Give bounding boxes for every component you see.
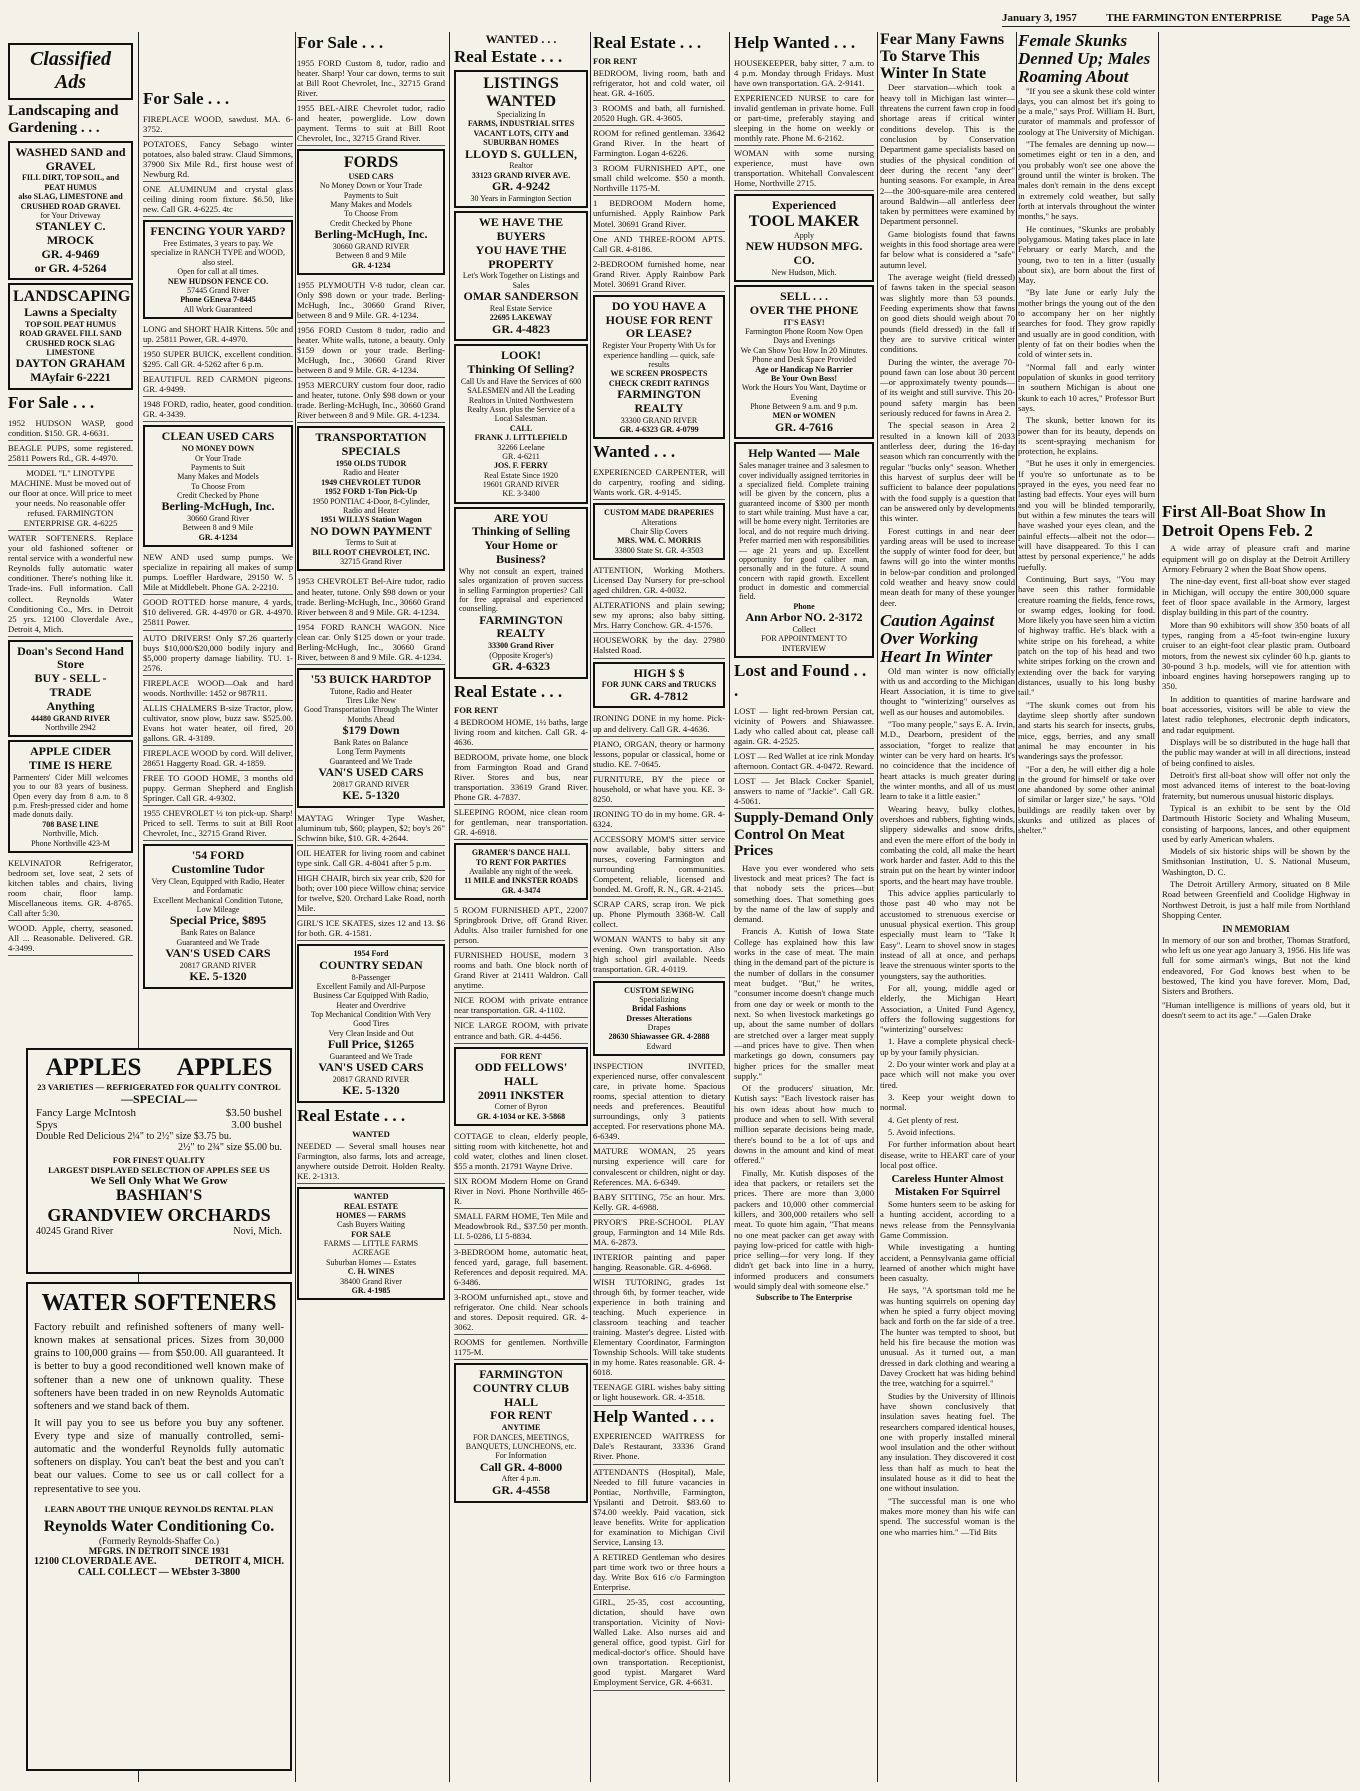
column-rule	[590, 32, 591, 1782]
classified-ad: FIREPLACE WOOD, sawdust. MA. 6-3752.	[143, 112, 293, 137]
classified-ad: GIRL'S ICE SKATES, sizes 12 and 13. $6 for both. GR. 4-1581.	[297, 916, 445, 941]
custom-sewing-ad: CUSTOM SEWING Specializing Bridal Fashions Dresses Alterations Drapes 28630 Shiawassee GR. 4-2888 Edward	[593, 981, 725, 1057]
country-sedan-ad: 1954 Ford COUNTRY SEDAN 8-Passenger Excellent Family and All-Purpose Business Car Equipped With Radio, Heater and Overdrive Top Mechanical Condition With Very Good Tires Very Clean Inside and Out Full Price, $1265 Guaranteed and We Trade VAN'S USED CARS 20817 GRAND RIVER KE. 5-1320	[297, 944, 445, 1103]
classified-ad: INSPECTION INVITED, experienced nurse, offer convalescent care, in private home. Spacious rooms, special attention to dietary needs and preferences. Beautiful surroundings, only 3 patients accepted. For reservations phone MA. 6-6349.	[593, 1059, 725, 1144]
for-sale-heading: For Sale . . .	[8, 392, 95, 412]
memoriam-heading: IN MEMORIAM	[1222, 924, 1290, 935]
doans-store-ad: Doan's Second Hand Store BUY - SELL - TRADE Anything 44480 GRAND RIVER Northville 2942	[8, 640, 133, 738]
classified-ad: WOMAN with some nursing experience, must have own transportation. Whitehall Convalescent Home, Northville 2715.	[734, 146, 874, 191]
hunter-article: Some hunters seem to be asking for a hunting accident, according to a news release from the Pennsylvania Game Commission. While investigating a hunting accident, a Pennsylvania game official learned of another which might have been casualty. He says, "A sportsman told me he was hunting squirrels on opening day when he spied a furry object moving back and forth on the far side of a tree. The hunter was tempted to shoot, but held his fire because the motion was unusual. As it turned out, a man dressed in dark clothing and wearing a Davey Crockett hat was hiding behind the tree, watching for a squirrel." Studies by the University of Illinois have shown conclusively that insulation saves heating fuel. The researchers compared identical houses, one with properly installed mineral wool insulation and the other without any insulation. They discovered it cost less than half as much to heat the insulated house as it did to heat the one without insulation. "The successful man is one who makes more money than his wife can spend. The successful woman is the one who marries him." —Tid Bits	[880, 1198, 1015, 1537]
column-5	[593, 32, 725, 1782]
heart-article: Old man winter is now officially with us and according to the Michigan Heart Association, it is time to give thought to "winterizing" ourselves as well as our houses and automobiles. "Too many people," says E. A. Irvin, M.D., Dearborn, president of the association, "forget to realize that winter can be very hard on hearts. It's no coincidence that the incidence of heart attacks is much greater during the winter months, and all of us must learn to take it a little easier." Wearing heavy, bulky clothes, overshoes and rubbers, fighting winds, slippery sidewalks and snow drifts, and even the mere effort of the body in combating the cold, all make the heart work harder and faster. Add to this the strain put on the heart by winter indoor sports, and the heart may have trouble. This advice applies particularly to those past 40 who may not be accustomed to strenuous exercise or unusual physical exertion. This group especially must learn to "Take It Easy". Learn to shovel snow in stages instead of all at once, and perhaps leave the strenuous winter sports to the youngsters, say the authorities. For all, young, middle aged or elderly, the Michigan Heart Association, a United Fund Agency, offers the following suggestions for "winterizing" ourselves: 1. Have a complete physical check-up by your family physician. 2. Do your winter work and play at a pace which will not make you over tired. 3. Keep your weight down to normal. 4. Get plenty of rest. 5. Avoid infections. For further information about heart disease, write to HEART care of your local post office.	[880, 665, 1015, 1170]
column-9	[1162, 32, 1350, 1782]
column-2	[143, 88, 293, 1043]
classified-ad: PRYOR'S PRE-SCHOOL PLAY group, Farmington and 14 Mile Rds. MA. 6-2873.	[593, 1215, 725, 1250]
classified-ad: LONG and SHORT HAIR Kittens. 50c and up. 25811 Power, GR. 4-4970.	[143, 322, 293, 347]
classified-ad: SLEEPING ROOM, nice clean room for gentleman, near transportation. GR. 4-6918.	[454, 805, 588, 840]
column-7	[880, 32, 1015, 1782]
classified-ad: 1 BEDROOM Modern home, unfurnished. Apply Rainbow Park Motel. 30691 Grand River.	[593, 196, 725, 231]
fords-ad: FORDS USED CARS No Money Down or Your Trade Payments to Suit Many Makes and Models To Choose From Credit Checked by Phone Berling-McHugh, Inc. 30660 GRAND RIVER Between 8 and 9 Mile GR. 4-1234	[297, 149, 445, 275]
country-club-hall-ad: FARMINGTON COUNTRY CLUB HALL FOR RENT ANYTIME FOR DANCES, MEETINGS, BANQUETS, LUNCHEONS, etc. For Information Call GR. 4-8000 After 4 p.m. GR. 4-4558	[454, 1363, 588, 1503]
junk-cars-ad: HIGH $ $ FOR JUNK CARS and TRUCKS GR. 4-7812	[593, 662, 725, 709]
lost-found-heading: Lost and Found . . .	[734, 660, 867, 700]
meat-prices-article: Have you ever wondered who sets livestock and meat prices? The fact is that nobody sets the prices—but something does. That something goes by the name of the law of supply and demand. Francis A. Kutish of Iowa State College has explained how this law works in the case of meat. The main thing in the demand part of the picture is the number of dollars in the consumer meat budget. "But," he writes, "consumer income doesn't change much from one day or week or month to the next. So when livestock marketings go up, about the same number of dollars are stretched over a larger meat supply—and prices have to give. Then when marketings go down, consumers pay higher prices for the smaller meat supply." Of the producers' situation, Mr. Kutish says: "Each livestock raiser has his own ideas about how much to produce and when to sell. With several million separate decisions being made, there's bound to be a lot of ups and downs in the amount and kind of meat offered." Finally, Mr. Kutish disposes of the idea that packers, or retailers set the prices. There are more than 3,000 packers and 10,000 other commercial killers, and 300,000 retailers who sell meat. To quote him again, "That means no one meat packer can get away with paying low-priced for cattle with high-price selling—for very long. If they didn't get back into line in a hurry, informed producers and consumers would simply deal with someone else."	[734, 862, 874, 1292]
wanted-heading: WANTED . . .	[485, 32, 557, 46]
classified-ad: 4 BEDROOM HOME, 1½ baths, large living room and kitchen. Call GR. 4-4636.	[454, 715, 588, 750]
column-1	[8, 40, 133, 1045]
classified-ad: A RETIRED Gentleman who desires part time work two or three hours a day. Write Box 616 c/o Farmington Enterprise.	[593, 1550, 725, 1595]
classified-ad: OIL HEATER for living room and cabinet type sink. Call GR. 4-8041 after 5 p.m.	[297, 846, 445, 871]
real-estate-heading: Real Estate . . .	[454, 47, 563, 67]
classified-ad: SMALL FARM HOME, Ten Mile and Meadowbrook Rd., $37.50 per month. LI. 5-0286, LI 5-8834.	[454, 1209, 588, 1244]
classified-ad: 2-BEDROOM furnished home, near Grand River. Apply Rainbow Park Motel. 30691 Grand River.	[593, 257, 725, 292]
hunter-headline: Careless Hunter Almost Mistaken For Squirrel	[891, 1173, 1004, 1199]
classified-ad: NEW AND used sump pumps. We specialize in repairing all makes of sump pumps. Loeffler Hardware, 29150 W. 5 Mile at Middlebelt. Phone GA. 2-2210.	[143, 550, 293, 595]
classified-ad: BABY SITTING, 75c an hour. Mrs. Kelly. GR. 4-6988.	[593, 1190, 725, 1215]
classified-ad: HIGH CHAIR, birch six year crib, $20 for both; over 100 piece Willow china; service for twelve, $20. Orchard Lake Road, north Mile.	[297, 871, 445, 916]
classified-ad: WOMAN WANTS to baby sit any evening. Own transportation. Also high school girl available. Needs transportation. GR. 4-0119.	[593, 932, 725, 977]
classified-ad: MAYTAG Wringer Type Washer, aluminum tub, $60; playpen, $2; boy's 26" Schwinn bike, $10. GR. 4-2644.	[297, 811, 445, 846]
quote-text: "Human intelligence is millions of years old, but it doesn't seem to act its age." —Galen Drake	[1162, 999, 1350, 1021]
classified-ad: WATER SOFTENERS. Replace your old fashioned softener or rental service with a wonderful new Reynolds fully automatic water conditioner. There's nothing like it. Trade-ins. Full information. Call collect. Reynolds Water Conditioning Co., Mrs. in Detroit 25 yrs. 12100 Cloverdale Ave., Detroit 4, Mich.	[8, 531, 133, 636]
apples-ad: APPLES APPLES 23 VARIETIES — REFRIGERATED FOR QUALITY CONTROL —SPECIAL— Fancy Large McIntosh $3.50 bushel Spys 3.00 bushel Double Red Delicious 2¼" to 2½" size $3.75 bu. 2½" to 2¾" size $5.00 bu. FOR FINEST QUALITY LARGEST DISPLAYED SELECTION OF APPLES SEE US We Sell Only What We Grow BASHIAN'S GRANDVIEW ORCHARDS 40245 Grand River Novi, Mich.	[26, 1048, 292, 1274]
classified-ad: POTATOES, Fancy Sebago winter potatoes, also baled straw. Claud Simmons, 37900 Six Mile Rd., first house west of Newburg Rd.	[143, 137, 293, 182]
column-rule	[729, 32, 730, 1782]
page-header	[1002, 12, 1350, 27]
column-rule	[449, 32, 450, 1782]
help-wanted-heading: Help Wanted . . .	[734, 33, 856, 52]
tool-maker-ad: Experienced TOOL MAKER Apply NEW HUDSON MFG. CO. New Hudson, Mich.	[734, 194, 874, 282]
classified-ad: 3 ROOMS and bath, all furnished. 20520 Hugh. GR. 4-3605.	[593, 101, 725, 126]
classified-ad: KELVINATOR Refrigerator, bedroom set, love seat, 2 sets of kitchen tables and chairs, living room chair, floor lamp. Miscellaneous items. GR. 4-8765. Call after 5:30.	[8, 856, 133, 921]
classified-ad: EXPERIENCED CARPENTER, will do carpentry, roofing and siding. Wants work. GR. 4-9145.	[593, 465, 725, 500]
classified-ad: 1956 FORD Custom 8 tudor, radio and heater. White walls, tutone, a beauty. Only $159 down or your trade. Berling-McHugh, Inc., 30660 Grand River between 8 and 9 Mile. GR. 4-1234.	[297, 323, 445, 378]
real-estate-heading: Real Estate . . .	[454, 681, 563, 701]
header-date: January 3, 1957	[1002, 12, 1077, 24]
classified-ad: 1953 CHEVROLET Bel-Aire tudor, radio and heater, tutone. Only $98 down or your trade. Berling-McHugh, Inc., 30660 Grand River between 8 and 9 Mile. GR. 4-1234.	[297, 574, 445, 619]
skunks-headline: Female Skunks Denned Up; Males Roaming About	[1018, 32, 1151, 86]
classified-ad: FURNISHED HOUSE, modern 3 rooms and bath. One block north of Grand River at 21411 Waldron. Call anytime.	[454, 948, 588, 993]
draperies-ad: CUSTOM MADE DRAPERIES Alterations Chair Slip Covers MRS. WM. C. MORRIS 33800 State St. GR. 4-3503	[593, 503, 725, 560]
water-softeners-ad: WATER SOFTENERS Factory rebuilt and refinished softeners of many well-known makes at sensational prices. Sizes from 30,000 grains to 100,000 grains — from $50.00. All guaranteed. It is better to buy a good reconditioned well known make of softener than a new one of unknown quality. These softeners have been traded in on new Reynolds Automatic softeners and we stand back of them. It will pay you to see us before you buy any softener. Every type and size of manually controlled, semi-automatic and the wonderful Reynolds fully automatic softeners on display. You can't beat the best and you can't beat our values. Come to see us or call collect for a representative to see you. LEARN ABOUT THE UNIQUE REYNOLDS RENTAL PLAN Reynolds Water Conditioning Co. (Formerly Reynolds-Shaffer Co.) MFGRS. IN DETROIT SINCE 1931 12100 CLOVERDALE AVE. DETROIT 4, MICH. CALL COLLECT — WEbster 3-3800	[26, 1282, 292, 1771]
wines-realty-ad: WANTED REAL ESTATE HOMES — FARMS Cash Buyers Waiting FOR SALE FARMS — LITTLE FARMS ACREAGE Suburban Homes — Estates C. H. WINES 38400 Grand River GR. 4-1985	[297, 1187, 445, 1300]
header-paper: THE FARMINGTON ENTERPRISE	[1106, 12, 1282, 24]
classified-ad: FREE TO GOOD HOME, 3 months old puppy. German Shepherd and English Springer. Call GR. 4-9302.	[143, 771, 293, 806]
real-estate-heading: Real Estate . . .	[593, 33, 702, 52]
classified-ad: NICE ROOM with private entrance near transportation. GR. 4-1102.	[454, 993, 588, 1018]
classified-ad: FIREPLACE WOOD by cord. Will deliver, 28651 Haggerty Road. GR. 4-1859.	[143, 746, 293, 771]
fawns-headline: Fear Many Fawns To Starve This Winter In State	[880, 32, 1005, 82]
column-rule	[1016, 32, 1017, 1782]
meat-prices-headline: Supply-Demand Only Control On Meat Prices	[734, 810, 874, 860]
classified-ad: ROOM for refined gentleman. 33642 Grand River. In the heart of Farmington. Logan 4-6226.	[593, 126, 725, 161]
classified-ad: IRONING TO do in my home. GR. 4-6324.	[593, 807, 725, 832]
classified-ad: LOST — Red Wallet at ice rink Monday afternoon. Contact GR. 4-0472. Reward.	[734, 749, 874, 774]
column-rule	[295, 32, 296, 1782]
classified-ad: COTTAGE to clean, elderly people, sitting room with kitchenette, hot and cold water, clothes and linen closet. $55 a month. 21791 Wayne Drive.	[454, 1129, 588, 1174]
farmington-realty-ad: ARE YOU Thinking of Selling Your Home or Business? Why not consult an expert, trained sales organization of proven success in selling Farmington properties? Call for free appraisal and experienced counselling. FARMINGTON REALTY 33300 Grand River (Opposite Kroger's) GR. 4-6323	[454, 507, 588, 679]
classified-ad: SCRAP CARS, scrap iron. We pick up. Phone Plymouth 3368-W. Call collect.	[593, 897, 725, 932]
classified-ad: 1948 FORD, radio, heater, good condition. GR. 4-3439.	[143, 397, 293, 422]
classified-ad: ATTENTION, Working Mothers. Licensed Day Nursery for pre-school aged children. GR. 4-0032.	[593, 563, 725, 598]
column-3	[297, 32, 445, 1782]
classified-ad: FURNITURE, BY the piece or household, or what have you. KE. 3-8250.	[593, 772, 725, 807]
classified-ad: ROOMS for gentlemen. Northville 1175-M.	[454, 1335, 588, 1360]
classified-ad: AUTO DRIVERS! Only $7.26 quarterly buys $10,000/$20,000 bodily injury and $5,000 property damage liability. TU. 1-2576.	[143, 631, 293, 676]
column-4	[454, 32, 588, 1782]
header-page: Page 5A	[1311, 12, 1350, 24]
boat-show-headline: First All-Boat Show In Detroit Opens Feb. 2	[1162, 502, 1326, 540]
classified-ad: 1955 FORD Custom 8, tudor, radio and heater. Sharp! Your car down, terms to suit at Bill Root Chevrolet, Inc., 32715 Grand River.	[297, 56, 445, 101]
classified-ad: TEENAGE GIRL wishes baby sitting or light housework. GR. 4-3518.	[593, 1380, 725, 1405]
for-rent-subheading: FOR RENT	[454, 704, 499, 715]
landscaping-heading: Landscaping and Gardening . . .	[8, 102, 119, 137]
classified-ad: BEDROOM, private home, one block from Farmington Road and Grand River. Stores and bus, near transportation. 33619 Grand River. Phone GR. 4-7837.	[454, 750, 588, 805]
classified-ad: LOST — light red-brown Persian cat, vicinity of Powers and Shiawassee. Lady who called about cat, please call again. GR. 4-2525.	[734, 704, 874, 749]
classified-ad: NEEDED — Several small houses near Farmington, also farms, lots and acreage, anywhere outside Detroit. Holden Realty. KE. 2-1313.	[297, 1139, 445, 1184]
classified-ad: 1955 PLYMOUTH V-8 tudor, clean car. Only $98 down or your trade. Berling-McHugh, Inc., 30660 Grand River, between 8 and 9 Mile. GR. 4-1234.	[297, 278, 445, 323]
classified-ad: ATTENDANTS (Hospital), Male, Needed to fill future vacancies in Pontiac, Northville, Farmington, Ypsilanti and Detroit. $83.60 to $74.00 weekly. Paid vacation, sick leave benefits. Write for application for examination to Michigan Civil Service, Lansing 13.	[593, 1465, 725, 1550]
classified-ad: PIANO, ORGAN, theory or harmony lessons, popular or classical, home or studio. KE. 7-0645.	[593, 737, 725, 772]
wanted-subheading: WANTED	[352, 1129, 390, 1140]
classified-ad: 3-BEDROOM home, automatic heat, fenced yard, garage, full basement. References and deposit required. MA. 6-3486.	[454, 1245, 588, 1290]
classified-ad: BEAUTIFUL RED CARMON pigeons. GR. 4-9499.	[143, 372, 293, 397]
classified-ad: ONE ALUMINUM and crystal glass ceiling dining room fixture. $6.50, like new. Call GR. 4-6225. 4tc	[143, 182, 293, 217]
real-estate-heading: Real Estate . . .	[297, 1106, 406, 1126]
classified-ad: EXPERIENCED WAITRESS for Dale's Restaurant, 33336 Grand River. Phone.	[593, 1429, 725, 1464]
house-for-rent-ad: DO YOU HAVE A HOUSE FOR RENT OR LEASE? Register Your Property With Us for experience handling — quick, safe results WE SCREEN PROSPECTS CHECK CREDIT RATINGS FARMINGTON REALTY 33300 GRAND RIVER GR. 4-6323 GR. 4-0799	[593, 295, 725, 440]
for-sale-heading: For Sale . . .	[143, 89, 230, 108]
classified-ad: LOST — Jet Black Cocker Spaniel, answers to name of "Jackie". Call GR. 4-5061.	[734, 774, 874, 809]
classified-ad: 1955 CHEVROLET ½ ton pick-up. Sharp! Priced to sell. Terms to suit at Bill Root Chevrolet, Inc., 32715 Grand River.	[143, 806, 293, 841]
for-rent-subheading: FOR RENT	[593, 55, 638, 66]
classified-ads-title: Classified Ads	[8, 43, 133, 100]
cider-ad: APPLE CIDER TIME IS HERE Parmenters' Cider Mill welcomes you to our 83 years of business. Open every day from 8 a.m. to 8 p.m. Fresh-pressed cider and home made donuts daily. 708 BASE LINE Northville, Mich. Phone Northville 423-M	[8, 740, 133, 852]
subscribe-line: Subscribe to The Enterprise	[755, 1293, 853, 1303]
classified-ad: 1953 MERCURY custom four door, radio and heater, tutone. Only $98 down or your trade. Berling-McHugh, Inc., 30660 Grand River between 8 and 9 Mile. GR. 4-1234.	[297, 378, 445, 423]
skunks-article: "If you see a skunk these cold winter days, you can almost bet it's going to be a male," says Prof. William H. Burt, curator of mammals and professor of zoology at The University of Michigan. "The females are denning up now—sometimes eight or ten in a den, and you probably won't see one above the ground until the winter is broken. The males don't remain in the dens except in extremely cold weather, but sally forth at intervals throughout the winter months," he says. He continues, "Skunks are probably polygamous. Mating takes place in late February or early March, and the young, two to ten in a litter (usually about six), are born about the first of May. "By late June or early July the mother brings the young out of the den to accompany her on her nightly searches for food. They grow rapidly and usually are in good condition, with plenty of fat on their bodies when the cold of winter sets in. "Normal fall and early winter population of skunks in good territory in southern Michigan is about one skunk to each 10 acres," Professor Burt says. The skunk, better known for its power than for its beauty, depends on its scent-spraying mechanism for protection, he explains. "But he uses it only in emergencies. If you're so unfortunate as to be sprayed in the eyes, you need fear no lasting bad effects. Your eyes will burn and you will be blinded temporarily, but within a few minutes the tears will have washed your eyes clean, and the painful effects—albeit not the odor—will have disappeared. To this I can attest by personal experience," he adds ruefully. Continuing, Burt says, "You may have seen this rather formidable creature roaming the fields, fence rows, or swamp edges, looking for food. More likely you have seen him a victim of highway traffic. He's black with a white stripe on his forehead, a white patch on the top of his head and two white stripes forking on the crown and extending over the back for varying distances, usually to his long bushy tail." "The skunk comes out from his daytime sleep shortly after sundown and starts his search for insects, grubs, mice, eggs, berries, and any small animal he may encounter in his wanderings says the professor. "For a den, he will either dig a hole in the ground for himself or take over one abandoned by some other animal of similar or larger size," he says. "Old buildings are readily taken over by skunks and utilized as places of shelter."	[1018, 85, 1155, 836]
help-wanted-male-ad: Help Wanted — Male Sales manager trainee and 3 salesmen to cover individually assigned territories in a specialized field. Complete training will be given by the concern, plus a guaranteed income of $300 per month to start while training. Must have a car, will be home every night. Territories are local, and do not require much driving. Prefer married men with responsibilities — age 21 years and up. Excellent opportunity for good caliber man, personally and in the future. A sound concern with rapid growth. Excellent product in domestic and commercial field. Phone Ann Arbor NO. 2-3172 Collect FOR APPOINTMENT TO INTERVIEW	[734, 442, 874, 657]
classified-ad: ACCESSORY MOM'S sitter service now available, baby sitters and nurses, covering Farmington and surrounding communities. Competent, reliable, licensed and bonded. M. Groff, R. N., GR. 4-2145.	[593, 832, 725, 897]
odd-fellows-hall-ad: FOR RENT ODD FELLOWS' HALL 20911 INKSTER Corner of Byron GR. 4-1034 or KE. 3-5868	[454, 1047, 588, 1126]
sell-over-phone-ad: SELL . . . OVER THE PHONE IT'S EASY! Farmington Phone Room Now Open Days and Evenings We Can Show You How In 20 Minutes. Phone and Desk Space Provided Age or Handicap No Barrier Be Your Own Boss! Work the Hours You Want, Daytime or Evening Phone Between 9 a.m. and 9 p.m. MEN or WOMEN GR. 4-7616	[734, 285, 874, 439]
classified-ad: FIREPLACE WOOD—Oak and hard woods. Northville: 1452 or 987R11.	[143, 676, 293, 701]
classified-ad: GIRL, 25-35, cost accounting, dictation, should have own transportation. Vicinity of Novi-Walled Lake. Also nurses aid and general office, good typist. Girl for medical-doctor's office. Should have own transportation. Receptionist, good typist. Margaret Ward Employment Service, GR. 4-6631.	[593, 1595, 725, 1690]
fence-ad: FENCING YOUR YARD? Free Estimates, 3 years to pay. We specialize in RANCH TYPE and WOOD, also steel. Open for call at all times. NEW HUDSON FENCE CO. 57445 Grand River Phone GEneva 7-8445 All Work Guaranteed	[143, 220, 293, 319]
classified-ad: NICE LARGE ROOM, with private entrance and bath. GR. 4-4456.	[454, 1018, 588, 1043]
column-6	[734, 32, 874, 1782]
buick-hardtop-ad: '53 BUICK HARDTOP Tutone, Radio and Heater Tires Like New Good Transportation Through The Winter Months Ahead $179 Down Bank Rates on Balance Long Term Payments Guaranteed and We Trade VAN'S USED CARS 20817 GRAND RIVER KE. 5-1320	[297, 668, 445, 808]
clean-used-cars-ad: CLEAN USED CARS NO MONEY DOWN Or Your Trade Payments to Suit Many Makes and Models To Choose From Credit Checked by Phone Berling-McHugh, Inc. 30660 Grand River Between 8 and 9 Mile GR. 4-1234	[143, 425, 293, 547]
column-8	[1018, 32, 1155, 1782]
wanted-heading: Wanted . . .	[593, 442, 676, 462]
classified-ad: HOUSEKEEPER, baby sitter, 7 a.m. to 4 p.m. Monday through Fridays. Must have own transportation. GA. 2-9141.	[734, 56, 874, 91]
boat-show-article: A wide array of pleasure craft and marine equipment will go on display at the Detroit Artillery Armory February 2 when the Boat Show opens. The nine-day event, first all-boat show ever staged in Michigan, will occupy the entire 300,000 square feet of floor space available in the Armory, largest display building in this part of the country. More than 90 exhibitors will show 350 boats of all types, ranging from a 45-foot twin-engine luxury cruiser to an eight-foot clear plastic pram. Outboard motors, from the newest six cylinder 60 h.p. giants to 30-pound 3 h.p. models, will vie for attention with inboard engines having horsepowers ranging up to 350. In addition to quantities of marine hardware and boat accessories, visitors will be able to view the latest radio telephones, electronic depth indicators, and radar equipment. Displays will be so distributed in the huge hall that the public may wander at will in all directions, instead of being confined to aisles. Detroit's first all-boat show will offer not only the most advanced items of interest to the boat-loving fraternity, but numerous unusual historic displays. Typical is an exhibit to be sent by the Old Dartmouth Historic Society and Whaling Museum, consisting of harpoons, lances, and other equipment used by early American whalers. Models of six historic ships will be shown by the Smithsonian Institution, U. S. National Museum, Washington, D. C. The Detroit Artillery Armory, situated on 8 Mile Road between Greenfield and Coolidge Highway in Northwest Detroit, is just a half mile from Northland Shopping Center.	[1162, 543, 1350, 920]
classified-ad: GOOD ROTTED horse manure, 4 yards, $10 delivered. GR. 4-4970 or GR. 4-4970. 25811 Power.	[143, 595, 293, 630]
column-rule	[1158, 32, 1159, 1782]
classified-ad: BEDROOM, living room, bath and refrigerator, hot and cold water, oil heat. GR. 4-1605.	[593, 66, 725, 101]
classified-ad: 3 ROOM FURNISHED APT., one small child welcome. $50 a month. Northville 1175-M.	[593, 161, 725, 196]
classified-ad: 1950 SUPER BUICK, excellent condition. $295. Call GR. 4-5262 after 6 p.m.	[143, 347, 293, 372]
classified-ad: 1954 FORD RANCH WAGON. Nice clean car. Only $125 down or your trade. Berling-McHugh, Inc., 30660 Grand River, between 8 and 9 Mile. GR. 4-1234.	[297, 620, 445, 665]
classified-ad: ALTERATIONS and plain sewing; sew my aprons; also baby sitting. Mrs. Harry Conchow. GR. 4-1576.	[593, 598, 725, 633]
landscaping-ad: LANDSCAPING Lawns a Specialty TOP SOIL PEAT HUMUS ROAD GRAVEL FILL SAND CRUSHED ROCK SLAG LIMESTONE DAYTON GRAHAM MAyfair 6-2221	[8, 283, 133, 389]
dance-hall-ad: GRAMER'S DANCE HALL TO RENT FOR PARTIES Available any night of the week. 11 MILE and INKSTER ROADS GR. 4-3474	[454, 843, 588, 900]
column-rule	[877, 32, 878, 1782]
for-sale-heading: For Sale . . .	[297, 33, 384, 52]
thinking-of-selling-ad: LOOK! Thinking Of Selling? Call Us and Have the Services of 600 SALESMEN and All the Leading Realtors in United Northwestern Realty Assn. plus the Service of a Local Salesman. CALL FRANK J. LITTLEFIELD 32266 Leelane GR. 4-6211 JOS. F. FERRY Real Estate Since 1920 19601 GRAND RIVER KE. 3-3400	[454, 344, 588, 503]
classified-ad: INTERIOR painting and paper hanging. Reasonable. GR. 4-6968.	[593, 1250, 725, 1275]
classified-ad: HOUSEWORK by the day. 27980 Halsted Road.	[593, 633, 725, 658]
classified-ad: ALLIS CHALMERS B-size Tractor, plow, cultivator, snow plow, buzz saw. $525.00. Evans hot water heater, oil fired, 20 gallons. GR. 4-3189.	[143, 701, 293, 746]
classified-ad: 1952 HUDSON WASP, good condition. $150. GR. 4-6631.	[8, 416, 133, 441]
classified-ad: One AND THREE-ROOM APTS. Call GR. 4-8186.	[593, 232, 725, 257]
heart-headline: Caution Against Over Working Heart In Winter	[880, 611, 995, 666]
classified-ad: WISH TUTORING, grades 1st through 6th, by former teacher, wide experience in both training and teaching. Much experience in classroom teaching and teacher training. Master's degree. Listed with Elementary Coordinator, Farmington Township Schools. Will take students in my home. Rates reasonable. GR. 4-6018.	[593, 1275, 725, 1380]
classified-ad: BEAGLE PUPS, some registered. 25811 Powers Rd., GR. 4-4970.	[8, 441, 133, 466]
classified-ad: EXPERIENCED NURSE to care for invalid gentleman in private home. Full or part-time, preferably staying and sleeping in the home on weekly or monthly rate. Phone M. 6-2162.	[734, 91, 874, 146]
classified-ad: 3-ROOM unfurnished apt., stove and refrigerator. One child. Near schools and stores. Deposit required. GR. 4-3062.	[454, 1290, 588, 1335]
fawns-article: Deer starvation—which took a heavy toll in Michigan last winter—threatens the current fawn crop in food shortage areas if critical winter conditions develop. This is the conclusion by Conservation Department game specialists based on studies of the physical condition of deer during the recent "any deer" hunting seasons. For example, in Area 2—the 300-square-mile area centered around Baldwin—all antlerless deer taken by permittees were examined by Department personnel. Game biologists found that fawns weights in this food shortage area were far below what is considered a "safe" autumn level. The average weight (field dressed) of fawns taken in the special season was slightly more than 53 pounds. Feeding experiments show that fawns on good diets should weigh about 70 pounds (field dressed) in the fall if they are to survive critical winter conditions. During the winter, the average 70-pound fawn can lose about 30 percent—or approximately twenty pounds—of its weight and still survive. This 20-pound safety margin has been seriously reduced for fawns in Area 2. The special season in Area 2 resulted in a known kill of 2033 antlerless deer, during the 16-day season which ran concurrently with the regular "bucks only" season. Whether this harvest of surplus deer will be sufficient to balance deer populations with the food supply is a question that can be answered only by developments this winter. Forest cuttings in and near deer yarding areas will be used to increase the supply of winter food for deer, but fawns will go into the winter months in below-par condition and prolonged cold weather and heavy snow could mean death for many of these younger deer.	[880, 82, 1015, 608]
help-wanted-heading: Help Wanted . . .	[593, 1406, 715, 1426]
ford-54-ad: '54 FORD Customline Tudor Very Clean, Equipped with Radio, Heater and Fordamatic Excellent Mechanical Condition Tutone, Low Mileage Special Price, $895 Bank Rates on Balance Guaranteed and We Trade VAN'S USED CARS 20817 GRAND RIVER KE. 5-1320	[143, 844, 293, 989]
classified-ad: 5 ROOM FURNISHED APT., 22007 Springbrook Drive, off Grand River. Adults. Also trailer furnished for one person.	[454, 903, 588, 948]
classified-ad: 1955 BEL-AIRE Chevrolet tudor, radio and heater, powerglide. Low down payment. Terms to suit at Bill Root Chevrolet, Inc., 32715 Grand River.	[297, 101, 445, 146]
classified-ad: MODEL "L" LINOTYPE MACHINE. Must be moved out of our floor at once. Will price to meet your needs. No reasonable offer refused. FARMINGTON ENTERPRISE GR. 4-6225	[8, 466, 133, 531]
column-9-spacer	[1162, 32, 1350, 502]
classified-ad: IRONING DONE in my home. Pick-up and delivery. Call GR. 4-4636.	[593, 711, 725, 736]
classified-ad: MATURE WOMAN, 25 years nursing experience will care for convalescent or children, night or day. References. MA. 6-6349.	[593, 1144, 725, 1189]
buyers-ad: WE HAVE THE BUYERS YOU HAVE THE PROPERTY Let's Work Together on Listings and Sales OMAR SANDERSON Real Estate Service 22695 LAKEWAY GR. 4-4823	[454, 211, 588, 341]
classified-ad: SIX ROOM Modern Home on Grand River in Novi. Phone Northville 465-R.	[454, 1174, 588, 1209]
sand-gravel-ad: WASHED SAND and GRAVEL FILL DIRT, TOP SOIL, and PEAT HUMUS also SLAG, LIMESTONE and CRUSHED ROAD GRAVEL for Your Driveway STANLEY C. MROCK GR. 4-9469 or GR. 4-5264	[8, 141, 133, 281]
classified-ad: WOOD. Apple, cherry, seasoned. All ... Reasonable. Delivered. GR. 4-3499.	[8, 921, 133, 956]
memoriam-text: In memory of our son and brother, Thomas Stratford, who left us one year ago January 3, 1956. His life was full for some airman's wings, But not the kind endeavored, For God knows best when to be bestowed, The kind you have forever. Mom, Dad, Sisters and Brothers.	[1162, 934, 1350, 997]
listings-wanted-ad: LISTINGS WANTED Specializing In FARMS, INDUSTRIAL SITES VACANT LOTS, CITY and SUBURBAN HOMES LLOYD S. GULLEN, Realtor 33123 GRAND RIVER AVE. GR. 4-9242 30 Years in Farmington Section	[454, 70, 588, 208]
transportation-specials-ad: TRANSPORTATION SPECIALS 1950 OLDS TUDOR Radio and Heater 1949 CHEVROLET TUDOR 1952 FORD 1-Ton Pick-Up 1950 PONTIAC 4-Door, 8-Cylinder, Radio and Heater 1951 WILLYS Station Wagon NO DOWN PAYMENT Terms to Suit at BILL ROOT CHEVROLET, INC. 32715 Grand River	[297, 426, 445, 571]
